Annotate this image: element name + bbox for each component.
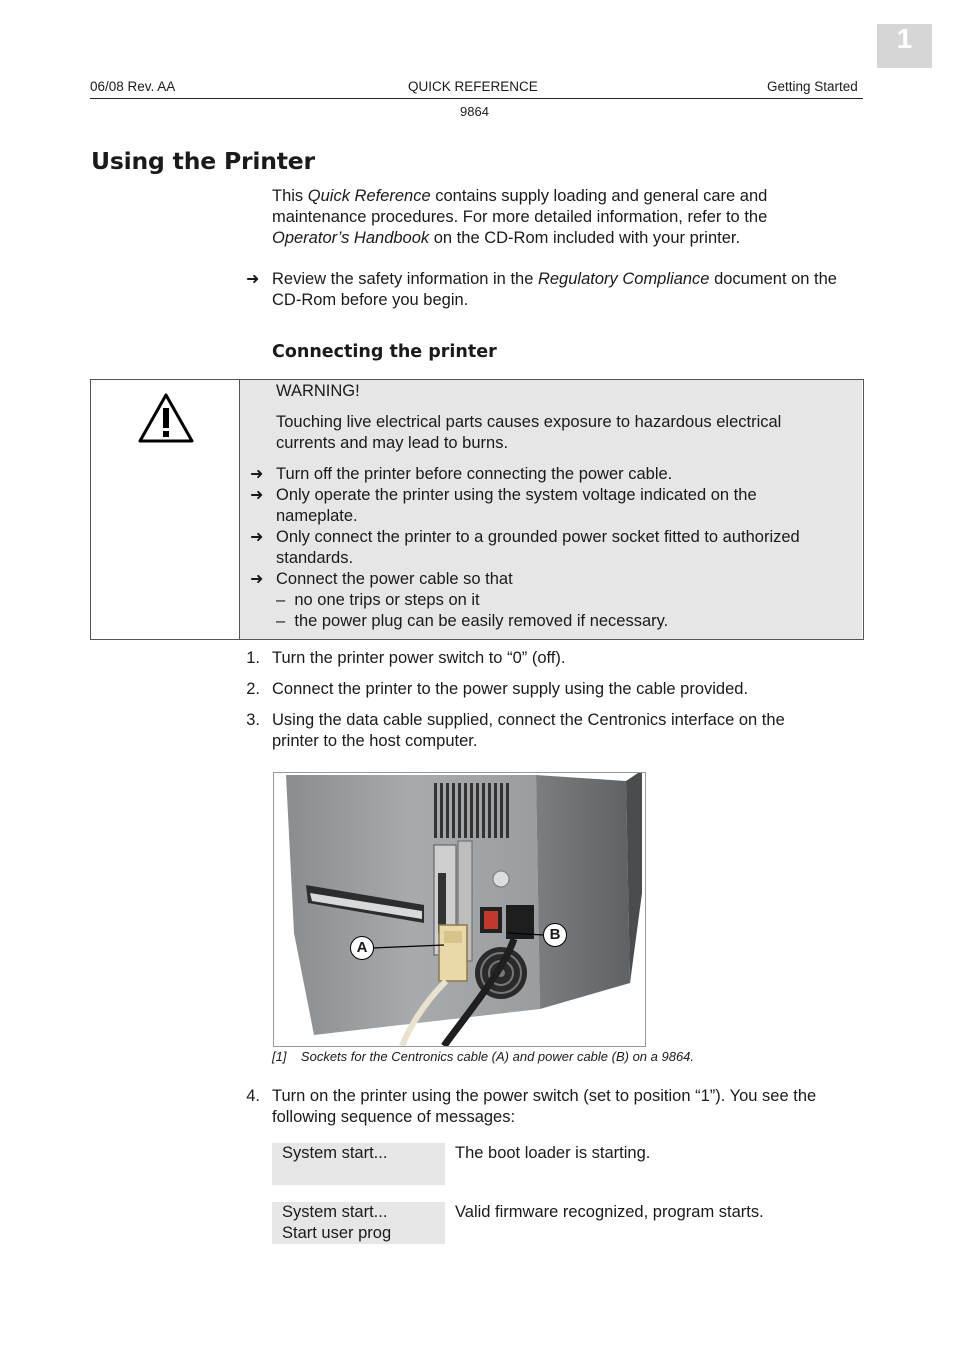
warning-text: Touching live electrical parts causes exposure to hazardous electrical currents and may lead to burns.	[276, 413, 782, 452]
header-revision: 06/08 Rev. AA	[90, 79, 176, 94]
header-section: Getting Started	[767, 79, 858, 94]
callout-b: B	[543, 923, 567, 947]
printer-rear-illustration	[274, 773, 645, 1046]
step-item: 1. Turn the printer power switch to “0” (off).	[246, 649, 566, 667]
header-doc-title: QUICK REFERENCE	[408, 79, 538, 94]
warning-subitem: – no one trips or steps on it	[276, 591, 480, 609]
warning-heading: WARNING!	[276, 382, 360, 400]
step-item: 2. Connect the printer to the power supply using the cable provided.	[246, 680, 749, 698]
lcd-message-description: The boot loader is starting.	[455, 1144, 651, 1162]
chapter-tab: 1	[877, 24, 932, 68]
warning-list	[250, 464, 855, 632]
intro-paragraph: This Quick Reference contains supply loading and general care and maintenance procedures. For more detailed information, refer to the Operator’s Handbook on the CD-Rom included with your printer.	[272, 187, 768, 247]
warning-subitem: – the power plug can be easily removed if necessary.	[276, 612, 669, 630]
lcd-message-description: Valid firmware recognized, program starts.	[455, 1203, 764, 1221]
warning-item: ➜ Only operate the printer using the system voltage indicated on the nameplate.	[250, 486, 757, 525]
warning-item: ➜ Only connect the printer to a grounded power socket fitted to authorized standards.	[250, 528, 800, 567]
warning-item: ➜ Connect the power cable so that	[250, 570, 513, 588]
header-rule	[90, 98, 863, 99]
arrow-right-icon: ➜	[250, 571, 264, 588]
callout-a: A	[350, 936, 374, 960]
safety-note: Review the safety information in the Regulatory Compliance document on the CD-Rom before you begin.	[272, 270, 837, 309]
lcd-message-display: System start...	[272, 1143, 445, 1185]
arrow-right-icon: ➜	[246, 271, 260, 288]
arrow-right-icon: ➜	[250, 487, 264, 504]
printer-photo	[273, 772, 646, 1047]
figure-caption: [1] Sockets for the Centronics cable (A) and power cable (B) on a 9864.	[272, 1049, 695, 1064]
warning-item: ➜ Turn off the printer before connecting the power cable.	[250, 465, 673, 483]
section-subheading: Connecting the printer	[272, 342, 497, 362]
step-item: 4. Turn on the printer using the power switch (set to position “1”). You see the following sequence of messages:	[246, 1087, 817, 1126]
step-list	[240, 648, 860, 752]
arrow-right-icon: ➜	[250, 529, 264, 546]
header-model: 9864	[460, 104, 489, 119]
lcd-message-display: System start... Start user prog	[272, 1202, 445, 1244]
arrow-right-icon: ➜	[250, 466, 264, 483]
step-item: 3. Using the data cable supplied, connect the Centronics interface on the printer to the host computer.	[246, 711, 785, 750]
page-title: Using the Printer	[91, 147, 315, 175]
